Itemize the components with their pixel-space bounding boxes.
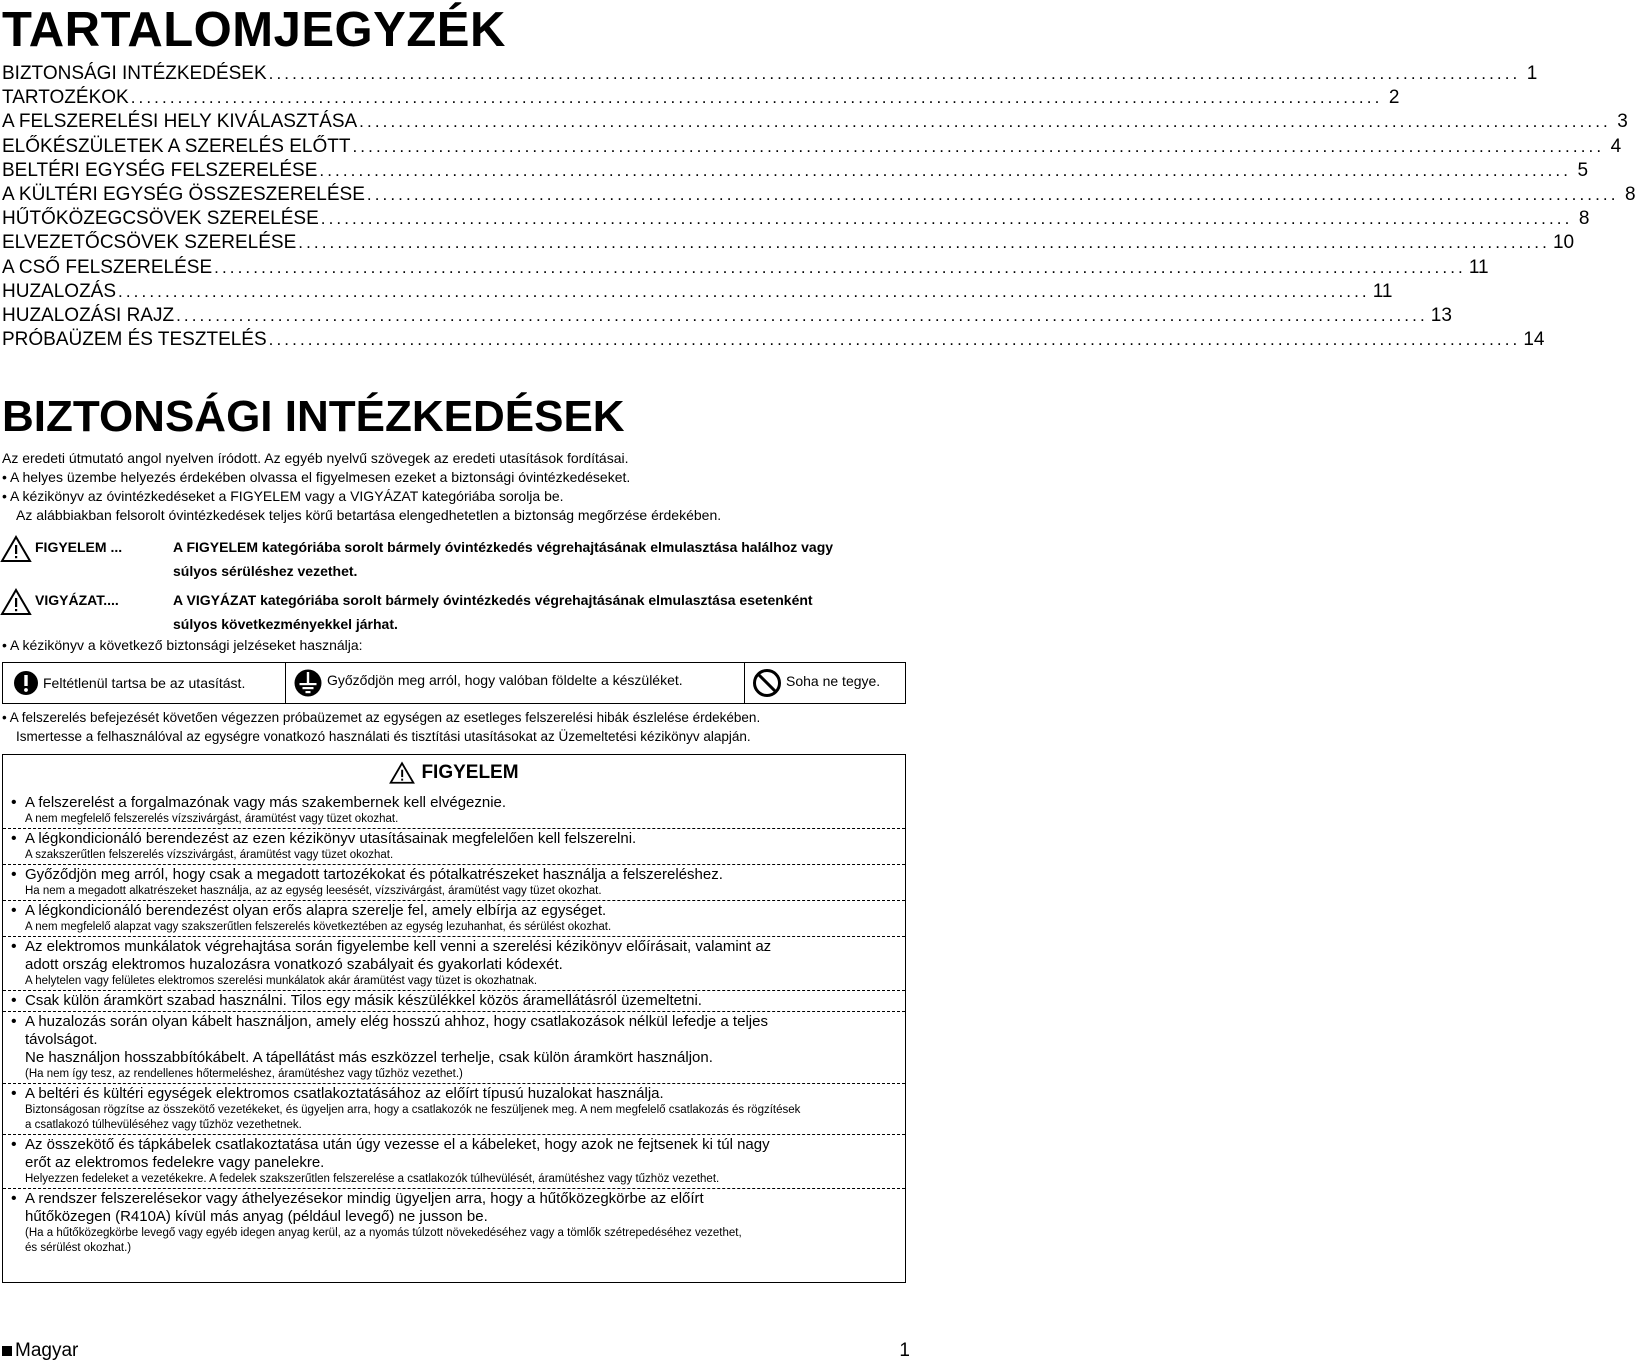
bullet-icon: • [11,1085,17,1102]
toc-entry[interactable] [2,62,1538,86]
toc-entry-label: HUZALOZÁS [2,280,117,302]
toc-entry-label: HUZALOZÁSI RAJZ [2,304,175,326]
warning-item [3,793,905,828]
warning-item [3,1011,905,1083]
page-number: 1 [899,1340,910,1361]
toc-entry-page: 1 [1526,63,1538,84]
toc-entry[interactable] [2,110,1628,134]
toc-dot-leader: ................................................................................................................................................................ [359,112,1611,132]
symbol-divider [285,663,286,703]
toc-dot-leader: ................................................................................................................................................................ [352,136,1605,156]
warning-item-text: távolságot. [25,1031,98,1048]
warning-item-consequence: A szakszerűtlen felszerelés vízszivárgást, áramütést vagy tüzet okozhat. [25,849,394,861]
warning-triangle-icon [389,761,415,785]
toc-entry-label: ELŐKÉSZÜLETEK A SZERELÉS ELŐTT [2,135,351,157]
toc-entry-label: BELTÉRI EGYSÉG FELSZERELÉSE [2,159,318,181]
bullet-icon: • [11,992,17,1009]
symbol-divider [744,663,745,703]
warning-description: A FIGYELEM kategóriába sorolt bármely óvintézkedés végrehajtásának elmulasztása halálhoz vagy [173,539,834,555]
toc-entry-page: 14 [1523,329,1545,351]
caution-triangle-icon [0,588,32,616]
warning-item-text: erőt az elektromos fedelekre vagy panelekre. [25,1154,325,1171]
toc-entry-page: 3 [1617,111,1628,133]
toc-entry-label: PRÓBAÜZEM ÉS TESZTELÉS [2,329,267,351]
toc-entry-page: 8 [1625,183,1636,205]
toc-dot-leader: ................................................................................................................................................................ [366,184,1619,204]
warning-items [3,793,905,1257]
toc-entry-label: BIZTONSÁGI INTÉZKEDÉSEK [2,63,267,84]
toc-entry[interactable] [2,135,1622,159]
toc-dot-leader: ................................................................................................................................................................ [320,209,1573,229]
symbol-must [13,663,245,703]
note-line: • A felszerelés befejezését követően végezzen próbaüzemet az egységen az esetleges felszerelési hibák észlelése érdekében. [2,710,761,725]
toc-entry[interactable] [2,280,1393,304]
toc-dot-leader: ................................................................................................................................................................ [298,233,1550,253]
intro-line: Az alábbiakban felsorolt óvintézkedések teljes körű betartása elengedhetetlen a biztonság megőrzése érdekében. [16,507,722,523]
warning-item [3,864,905,900]
symbols-intro: • A kézikönyv a következő biztonsági jelzéseket használja: [2,637,363,653]
toc-entry[interactable] [2,304,1452,328]
symbol-must-label: Feltétlenül tartsa be az utasítást. [43,675,246,691]
prohibited-icon [752,668,782,698]
warning-item-consequence: és sérülést okozhat.) [25,1242,132,1254]
bullet-icon: • [11,866,17,883]
section-title: BIZTONSÁGI INTÉZKEDÉSEK [2,392,625,441]
warning-item-text: A felszerelést a forgalmazónak vagy más szakembernek kell elvégeznie. [25,794,507,811]
toc-dot-leader: ................................................................................................................................................................ [268,330,1521,350]
warning-item [3,1134,905,1188]
warning-item-consequence: A helytelen vagy felületes elektromos szerelési munkálatok akár áramütést vagy tüzet is okozhatnak. [25,975,538,987]
warning-label: FIGYELEM ... [35,539,123,555]
warning-triangle-icon [0,535,32,563]
warning-item-consequence: A nem megfelelő alapzat vagy szakszerűtlen felszerelés következtében az egység lezuhanhat, és sérülést okozhat. [25,921,612,933]
warning-box-heading [3,761,905,785]
toc-entry-page: 2 [1388,87,1400,109]
warning-item-text: hűtőközegen (R410A) kívül más anyag (például levegő) ne jusson be. [25,1208,488,1225]
bullet-icon: • [11,794,17,811]
ground-icon [293,667,323,699]
toc-entry-label: A FELSZERELÉSI HELY KIVÁLASZTÁSA [2,111,358,133]
warning-item [3,900,905,936]
warning-item [3,936,905,990]
toc-entry-page: 10 [1552,232,1575,254]
toc-dot-leader: ................................................................................................................................................................ [319,160,1572,180]
warning-item [3,990,905,1011]
symbol-ground [293,663,683,703]
bullet-icon: • [11,902,17,919]
intro-line: Az eredeti útmutató angol nyelven íródott. Az egyéb nyelvű szövegek az eredeti utasítások fordításai. [2,450,629,466]
toc-entry-page: 5 [1577,159,1589,181]
warning-item-text: A légkondicionáló berendezést olyan erős alapra szerelje fel, amely elbírja az egységet. [25,902,607,919]
warning-item [3,828,905,864]
toc-entry-label: HŰTŐKÖZEGCSÖVEK SZERELÉSE [2,208,319,230]
note-line: Ismertesse a felhasználóval az egységre vonatkozó használati és tisztítási utasításokat az Üzemeltetési kézikönyv alapján. [16,729,751,744]
toc-entry[interactable] [2,328,1545,352]
toc-entry-page: 8 [1578,208,1590,230]
language-label: Magyar [15,1340,79,1361]
table-of-contents [2,62,1636,352]
bullet-icon: • [11,830,17,847]
warning-item-text: Ne használjon hosszabbítókábelt. A tápellátást más eszközzel terhelje, csak külön áramkört használjon. [25,1049,713,1066]
toc-entry[interactable] [2,207,1590,231]
toc-entry[interactable] [2,86,1400,110]
mandatory-icon [13,670,39,696]
toc-entry-label: ELVEZETŐCSÖVEK SZERELÉSE [2,232,297,254]
toc-entry-label: A KÜLTÉRI EGYSÉG ÖSSZESZERELÉSE [2,183,365,205]
bullet-icon: • [11,1013,17,1030]
symbol-ground-label: Győződjön meg arról, hogy valóban földelte a készüléket. [327,672,683,688]
warning-item-text: A beltéri és kültéri egységek elektromos csatlakoztatásához az előírt típusú huzalokat használja. [25,1085,664,1102]
square-bullet-icon [2,1346,12,1356]
warning-item-text: A rendszer felszerelésekor vagy áthelyezésekor mindig ügyeljen arra, hogy a hűtőközegkörbe az előírt [25,1190,704,1207]
symbol-never [752,663,880,703]
bullet-icon: • [11,1136,17,1153]
warning-box [2,754,906,1283]
toc-dot-leader: ................................................................................................................................................................ [118,281,1370,301]
caution-description: súlyos következményekkel járhat. [173,616,398,632]
toc-dot-leader: ................................................................................................................................................................ [268,64,1521,83]
toc-entry-label: TARTOZÉKOK [2,87,129,109]
toc-dot-leader: ................................................................................................................................................................ [176,305,1428,325]
toc-dot-leader: ................................................................................................................................................................ [214,257,1466,277]
toc-entry[interactable] [2,231,1575,255]
warning-item [3,1083,905,1134]
caution-label: VIGYÁZAT.... [35,592,119,608]
toc-entry-page: 13 [1430,304,1452,326]
warning-item-consequence: Helyezzen fedeleket a vezetékekre. A fedelek szakszerűtlen felszerelése a csatlakozók túlhevülését, áramütéshez vagy tűzhöz vezethet. [25,1173,720,1185]
warning-item-text: Az összekötő és tápkábelek csatlakoztatása után úgy vezesse el a kábeleket, hogy azok ne fejtsenek ki túl nagy [25,1136,770,1153]
warning-item [3,1188,905,1257]
toc-entry-label: A CSŐ FELSZERELÉSE [2,256,213,278]
warning-item-consequence: A nem megfelelő felszerelés vízszivárgást, áramütést vagy tüzet okozhat. [25,813,399,825]
footer-language [2,1340,78,1362]
warning-item-text: Csak külön áramkört szabad használni. Tilos egy másik készülékkel közös áramellátásról üzemeltetni. [25,992,702,1009]
page-title: TARTALOMJEGYZÉK [2,3,506,57]
warning-item-text: A légkondicionáló berendezést az ezen kézikönyv utasításainak megfelelően kell felszerelni. [25,830,637,847]
warning-item-consequence: Ha nem a megadott alkatrészeket használja, az az egység leesését, vízszivárgást, áramütést vagy tüzet okozhat. [25,885,602,897]
warning-item-text: adott ország elektromos huzalozásra vonatkozó szabályait és gyakorlati kódexét. [25,956,563,973]
toc-entry-page: 4 [1610,135,1622,157]
intro-line: • A kézikönyv az óvintézkedéseket a FIGYELEM vagy a VIGYÁZAT kategóriába sorolja be. [2,488,564,504]
toc-entry[interactable] [2,256,1489,280]
warning-item-text: A huzalozás során olyan kábelt használjon, amely elég hosszú ahhoz, hogy csatlakozások nélkül lefedje a teljes [25,1013,768,1030]
symbol-never-label: Soha ne tegye. [786,673,881,689]
warning-item-consequence: Biztonságosan rögzítse az összekötő vezetékeket, és ügyeljen arra, hogy a csatlakozók ne feszüljenek meg. A nem megfelelő csatlakozás és rögzítések [25,1104,801,1116]
bullet-icon: • [11,938,17,955]
toc-entry-page: 11 [1372,280,1393,302]
warning-item-consequence: (Ha nem így tesz, az rendellenes hőtermeléshez, áramütéshez vagy tűzhöz vezethet.) [25,1068,463,1080]
test-run-note [2,708,760,746]
toc-entry[interactable] [2,183,1636,207]
intro-text [2,449,942,525]
toc-entry-page: 11 [1468,256,1489,278]
warning-description: súlyos sérüléshez vezethet. [173,563,358,579]
bullet-icon: • [11,1190,17,1207]
warning-box-title: FIGYELEM [421,762,519,783]
warning-item-consequence: a csatlakozó túlhevüléséhez vagy tűzhöz vezethetnek. [25,1119,302,1131]
toc-entry[interactable] [2,159,1589,183]
caution-description: A VIGYÁZAT kategóriába sorolt bármely óvintézkedés végrehajtásának elmulasztása esetenként [173,592,813,608]
safety-symbols-box [2,662,906,704]
warning-item-text: Győződjön meg arról, hogy csak a megadott tartozékokat és pótalkatrészeket használja a felszereléshez. [25,866,723,883]
warning-item-text: Az elektromos munkálatok végrehajtása során figyelembe kell venni a szerelési kézikönyv előírásait, valamint az [25,938,772,955]
intro-line: • A helyes üzembe helyezés érdekében olvassa el figyelmesen ezeket a biztonsági óvintézkedéseket. [2,469,631,485]
toc-dot-leader: ................................................................................................................................................................ [130,88,1383,108]
warning-item-consequence: (Ha a hűtőközegkörbe levegő vagy egyéb idegen anyag kerül, az a nyomás túlzott növekedéséhez vagy a tömlők szétrepedéséhez vezethet, [25,1227,742,1239]
